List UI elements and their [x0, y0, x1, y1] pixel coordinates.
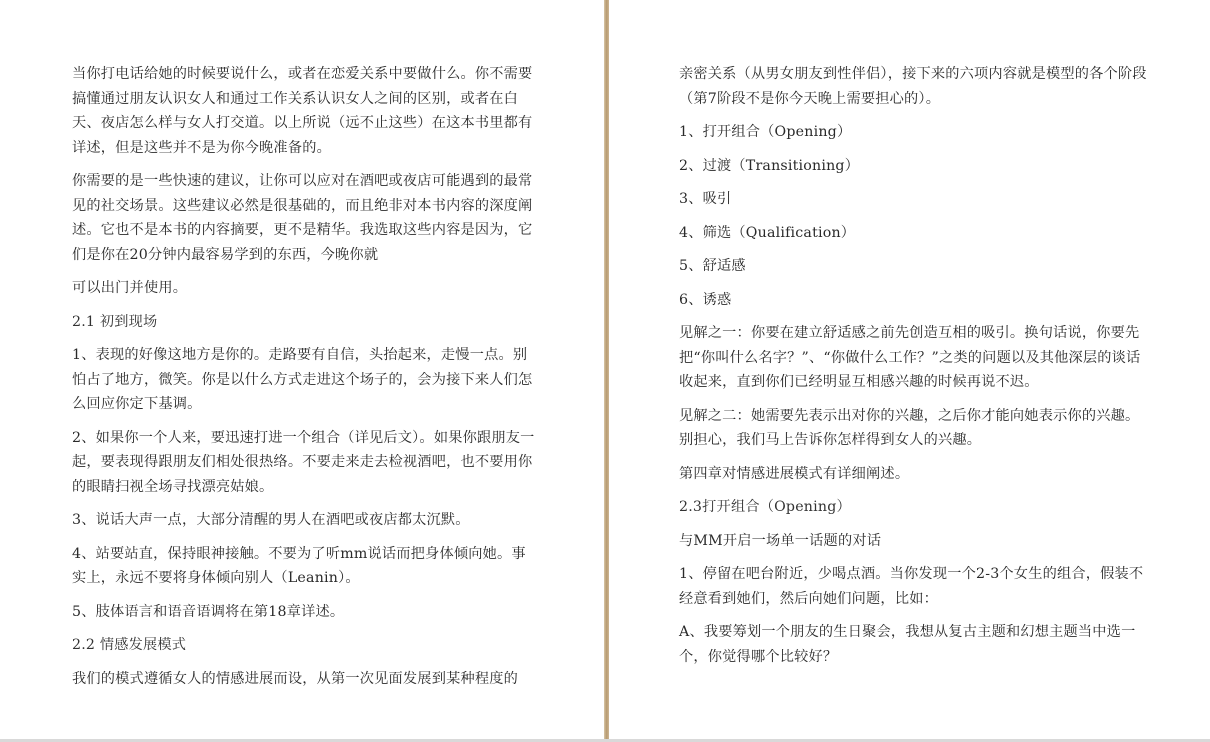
paragraph: 你需要的是一些快速的建议，让你可以应对在酒吧或夜店可能遇到的最常见的社交场景。这些建议必然是很基础的，而且绝非对本书内容的深度阐述。它也不是本书的内容摘要，更不是精华。我选取这些内容是因为，它们是你在20分钟内最容易学到的东西，今晚你就 — [72, 173, 533, 263]
paragraph: 见解之一：你要在建立舒适感之前先创造互相的吸引。换句话说，你要先把“你叫什么名字？”、“你做什么工作？”之类的问题以及其他深层的谈话收起来，直到你们已经明显互相感兴趣的时候再说不迟。 — [679, 325, 1141, 390]
paragraph: 5、肢体语言和语音语调将在第18章详述。 — [72, 603, 345, 620]
section-heading: 2.1 初到现场 — [72, 313, 158, 330]
right-page-text — [679, 62, 1149, 678]
paragraph: 可以出门并使用。 — [72, 280, 188, 296]
paragraph: 1、停留在吧台附近，少喝点酒。当你发现一个2-3个女生的组合，假装不经意看到她们，然后向她们问题，比如： — [679, 566, 1144, 607]
section-heading: 2.3打开组合（Opening） — [679, 499, 851, 515]
list-item: 2、过渡（Transitioning） — [679, 157, 860, 174]
left-page — [0, 0, 604, 742]
paragraph: 2、如果你一个人来，要迅速打进一个组合（详见后文）。如果你跟朋友一起，要表现得跟朋友们相处很热络。不要走来走去检视酒吧，也不要用你的眼睛扫视全场寻找漂亮姑娘。 — [72, 429, 535, 495]
section-heading: 2.2 情感发展模式 — [72, 637, 187, 653]
paragraph: 当你打电话给她的时候要说什么，或者在恋爱关系中要做什么。你不需要搞懂通过朋友认识女人和通过工作关系认识女人之间的区别，或者在白天、夜店怎么样与女人打交道。以上所说（远不止这些）在这本书里都有详述，但是这些并不是为你今晚准备的。 — [72, 66, 533, 156]
list-item: 1、打开组合（Opening） — [679, 124, 852, 140]
paragraph: 4、站要站直，保持眼神接触。不要为了听mm说话而把身体倾向她。事实上，永远不要将身体倾向别人（Leanin）。 — [72, 545, 526, 586]
paragraph: 1、表现的好像这地方是你的。走路要有自信，头抬起来，走慢一点。别怕占了地方，微笑。你是以什么方式走进这个场子的，会为接下来人们怎么回应你定下基调。 — [72, 347, 533, 412]
paragraph: A、我要筹划一个朋友的生日聚会，我想从复古主题和幻想主题当中选一个，你觉得哪个比较好？ — [679, 624, 1136, 665]
right-page — [609, 0, 1210, 742]
list-item: 5、舒适感 — [679, 258, 746, 274]
paragraph: 亲密关系（从男女朋友到性伴侣），接下来的六项内容就是模型的各个阶段（第7阶段不是你今天晚上需要担心的）。 — [679, 66, 1147, 107]
paragraph: 见解之二：她需要先表示出对你的兴趣，之后你才能向她表示你的兴趣。别担心，我们马上告诉你怎样得到女人的兴趣。 — [679, 407, 1140, 448]
paragraph: 第四章对情感进展模式有详细阐述。 — [679, 465, 910, 482]
left-page-text — [72, 62, 537, 700]
paragraph: 我们的模式遵循女人的情感进展而设，从第一次见面发展到某种程度的 — [72, 670, 519, 687]
list-item: 3、吸引 — [679, 191, 732, 207]
paragraph: 3、说话大声一点，大部分清醒的男人在酒吧或夜店都太沉默。 — [72, 512, 470, 528]
paragraph: 与MM开启一场单一话题的对话 — [679, 532, 882, 549]
list-item: 6、诱惑 — [679, 291, 732, 308]
list-item: 4、筛选（Qualification） — [679, 224, 856, 241]
